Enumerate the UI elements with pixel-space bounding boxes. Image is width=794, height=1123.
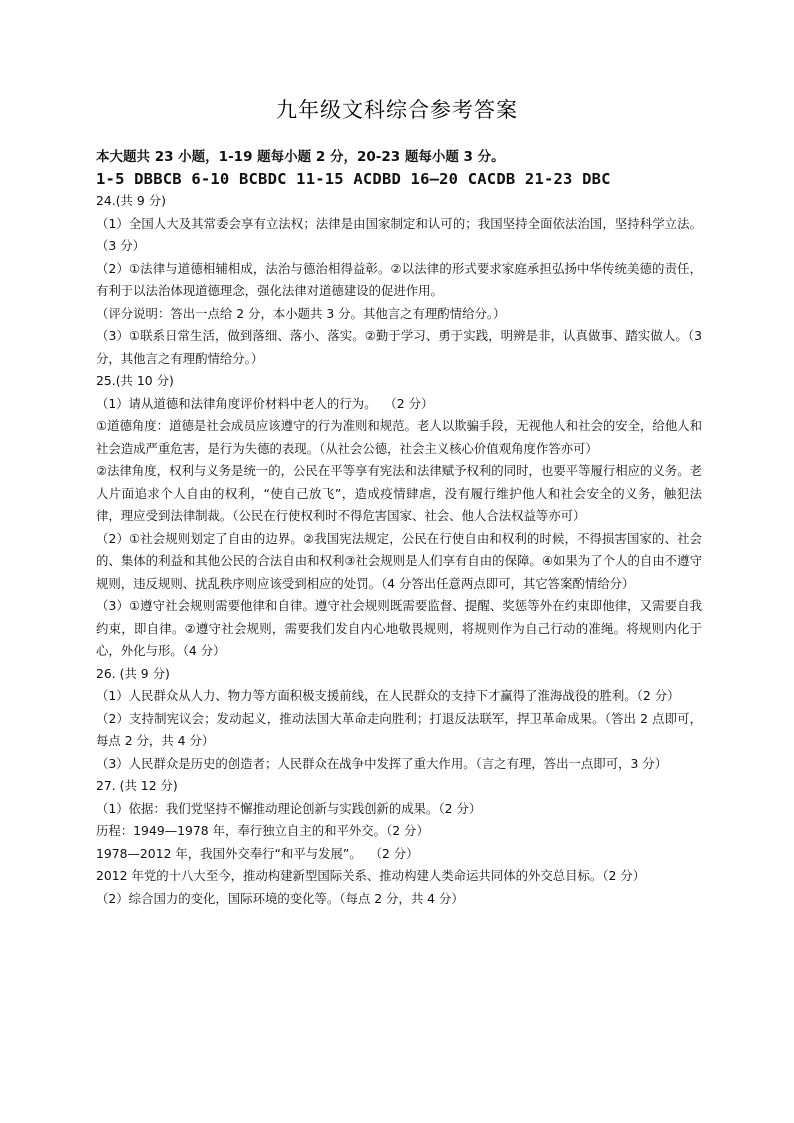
q24-scoring-note: （评分说明：答出一点给 2 分，本小题共 3 分。其他言之有理酌情给分。） [96, 305, 506, 321]
multiple-choice-answer-key: 1-5 DBBCB 6-10 BCBDC 11-15 ACDBD 16—20 CACDB 21-23 DBC [96, 170, 611, 188]
answer-blocks [96, 190, 706, 910]
q25-part1-prompt: （1）请从道德和法律角度评价材料中老人的行为。 （2 分） [96, 395, 434, 411]
q27-part1-history-2: 1978—2012 年，我国外交奉行“和平与发展”。 （2 分） [96, 845, 419, 861]
q25-part1-moral: ①道德角度：道德是社会成员应该遵守的行为准则和规范。老人以欺骗手段，无视他人和社会的安全，给他人和社会造成严重危害，是行为失德的表现。（从社会公德，社会主义核心价值观角度作答亦可） [96, 418, 702, 456]
q24-part2: （2）①法律与道德相辅相成，法治与德治相得益彰。②以法律的形式要求家庭承担弘扬中华传统美德的责任，有利于以法治体现道德理念，强化法律对道德建设的促进作用。 [96, 260, 702, 298]
q25-part1-legal: ②法律角度，权利与义务是统一的，公民在平等享有宪法和法律赋予权利的同时，也要平等履行相应的义务。老人片面追求个人自由的权利，“使自己放飞”，造成疫情肆虐，没有履行维护他人和社会安全的义务，触犯法律，理应受到法律制裁。（公民在行使权利时不得危害国家、社会、他人合法权益等亦可） [96, 463, 702, 523]
q26-heading: 26. (共 9 分) [96, 665, 170, 681]
q24-part3: （3）①联系日常生活，做到落细、落小、落实。②勤于学习、勇于实践，明辨是非，认真做事、踏实做人。（3 分，其他言之有理酌情给分。） [96, 328, 706, 366]
q25-part2: （2）①社会规则划定了自由的边界。②我国宪法规定，公民在行使自由和权利的时候，不得损害国家的、社会的、集体的利益和其他公民的合法自由和权利③社会规则是人们享有自由的保障。④如果为了个人的自由不遵守规则，违反规则、扰乱秩序则应该受到相应的处罚。（4 分答出任意两点即可，其它答案酌情给分） [96, 530, 702, 591]
q27-part1-basis: （1）依据：我们党坚持不懈推动理论创新与实践创新的成果。（2 分） [96, 800, 482, 816]
q27-part1-history-3: 2012 年党的十八大至今，推动构建新型国际关系、推动构建人类命运共同体的外交总目标。（2 分） [96, 868, 646, 883]
q26-part2: （2）支持制宪议会；发动起义，推动法国大革命走向胜利；打退反法联军，捍卫革命成果。（答出 2 点即可，每点 2 分，共 4 分） [96, 710, 702, 748]
q25-part3: （3）①遵守社会规则需要他律和自律。遵守社会规则既需要监督、提醒、奖惩等外在约束即他律，又需要自我约束，即自律。②遵守社会规则，需要我们发自内心地敬畏规则，将规则作为自己行动的准绳。将规则内化于心，外化与形。（4 分） [96, 598, 702, 658]
q27-part2: （2）综合国力的变化，国际环境的变化等。（每点 2 分，共 4 分） [96, 890, 464, 906]
q25-heading: 25.(共 10 分) [96, 373, 174, 388]
answer-content [96, 146, 706, 910]
page-title: 九年级文科综合参考答案 [276, 98, 518, 122]
q26-part3: （3）人民群众是历史的创造者；人民群众在战争中发挥了重大作用。（言之有理，答出一点即可，3 分） [96, 755, 668, 771]
q27-part1-history-1: 历程：1949—1978 年，奉行独立自主的和平外交。（2 分） [96, 823, 429, 838]
q26-part1: （1）人民群众从人力、物力等方面积极支援前线，在人民群众的支持下才赢得了淮海战役的胜利。（2 分） [96, 688, 680, 703]
q24-part1: （1）全国人大及其常委会享有立法权；法律是由国家制定和认可的；我国坚持全面依法治国，坚持科学立法。（3 分） [96, 215, 702, 253]
scoring-intro: 本大题共 23 小题，1-19 题每小题 2 分，20-23 题每小题 3 分。 [96, 149, 505, 165]
q27-heading: 27. (共 12 分) [96, 778, 178, 793]
q24-heading: 24.(共 9 分) [96, 193, 166, 208]
